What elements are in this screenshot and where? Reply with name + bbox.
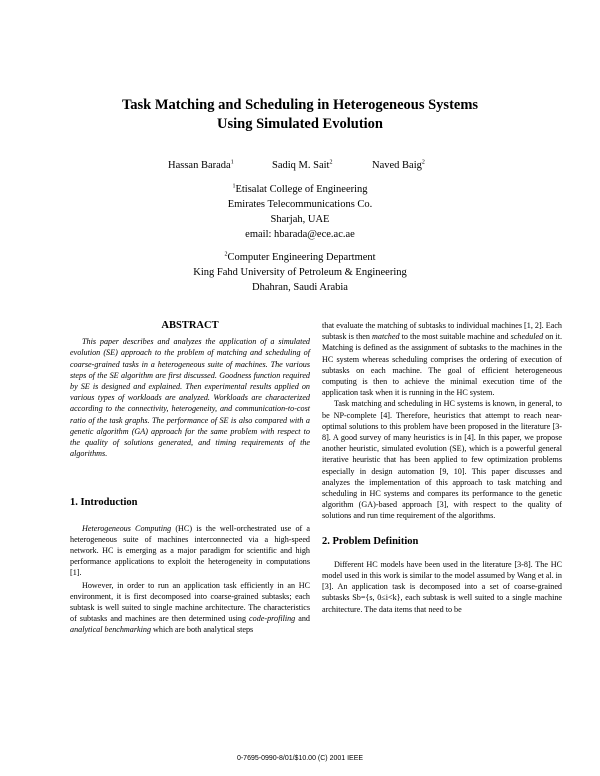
title-line-2: Using Simulated Evolution xyxy=(217,116,383,132)
copyright-footer: 0-7695-0990-8/01/$10.00 (C) 2001 IEEE xyxy=(236,755,364,762)
author-2: Sadiq M. Sait$^2$ xyxy=(272,159,333,171)
problem-definition-heading: 2. Problem Definition xyxy=(322,535,419,547)
left-column xyxy=(70,320,310,636)
title-line-1: Task Matching and Scheduling in Heterogeneous Systems xyxy=(121,97,479,113)
author-1: Hassan Barada$^1$ xyxy=(168,159,234,171)
author-3: Naved Baig$^2$ xyxy=(372,159,425,171)
abstract-body: This paper describes and analyzes the application of a simulated evolution (SE) approach to the problem of matching and scheduling of coarse-grained tasks in a heterogeneous suite of machines. The various steps of the SE algorithm are first discussed. Goodness function required by SE is designed and explained. Then experimental results applied on various types of workloads are analyzed. Workloads are characterized according to the connectivity, heterogeneity, and communication-to-cost ratio of the task graphs. The performance of SE is also compared with a genetic algorithm (GA) approach for the same problem with respect to the quality of solutions generated, and timing requirements of the algorithms. xyxy=(70,337,310,459)
right-column xyxy=(322,320,562,615)
abstract-heading: ABSTRACT xyxy=(161,320,219,331)
author-email: email: hbarada@ece.ac.ae xyxy=(245,229,355,240)
right-paragraph-1: that evaluate the matching of subtasks to individual machines [1, 2]. Each subtask is then matched to the most suitable machine and scheduled on it. Matching is defined as the assignment of subtasks to the machines in the HC system whereas scheduling comprises the ordering of execution of subtasks on each machine. The goal of efficient heterogeneous computing is then to achieve the minimal execution time of the application task when it is running in the HC system. xyxy=(322,321,562,398)
right-paragraph-2: Task matching and scheduling in HC systems is known, in general, to be NP-complete [4]. Therefore, heuristics that attempt to reach near-optimal solutions to this problem have been proposed in the literature [3-8]. A good survey of many heuristics is in [4]. In this paper, we propose another heuristic, simulated evolution (SE), which is a powerful general iterative heuristic that has been applied to few optimization problems especially in design automation [9, 10]. This paper discusses and analyzes the implementation of this approach to task matching and scheduling in HC systems and compares its performance to the genetic algorithm (GA)-based approach [3], with respect to the quality of solutions and run time requirement of the algorithms. xyxy=(322,399,562,521)
problem-paragraph: Different HC models have been used in the literature [3-8]. The HC model used in this work is similar to the model assumed by Wang et al. in [3]. An application task is decomposed into a set of coarse-grained subtasks Sb={s, 0≤i<k}, each subtask is well suited to a single machine architecture. The data items that need to be xyxy=(322,559,562,614)
affiliation-2: $^2$Computer Engineering Department King Fahd University of Petroleum & Engineering Dhahran, Saudi Arabia xyxy=(193,251,407,293)
affiliation-1: $^1$Etisalat College of Engineering Emirates Telecommunications Co. Sharjah, UAE email: hbarada@ece.ac.ae xyxy=(0,182,600,242)
intro-paragraph-1: Heterogeneous Computing (HC) is the well-orchestrated use of a heterogeneous suite of machines interconnected via a high-speed network. HC is emerging as a major paradigm for scientific and high performance applications to exploit the heterogeneity in computations [1]. xyxy=(70,523,310,578)
introduction-heading: 1. Introduction xyxy=(70,497,138,509)
intro-paragraph-2: However, in order to run an application task efficiently in an HC environment, it is first decomposed into coarse-grained subtasks; each subtask is well suited to single machine architecture. The characteristics of subtasks and machines are then determined using code-profiling and analytical benchmarking which are both analytical steps xyxy=(70,580,310,635)
paper-title xyxy=(0,96,600,134)
